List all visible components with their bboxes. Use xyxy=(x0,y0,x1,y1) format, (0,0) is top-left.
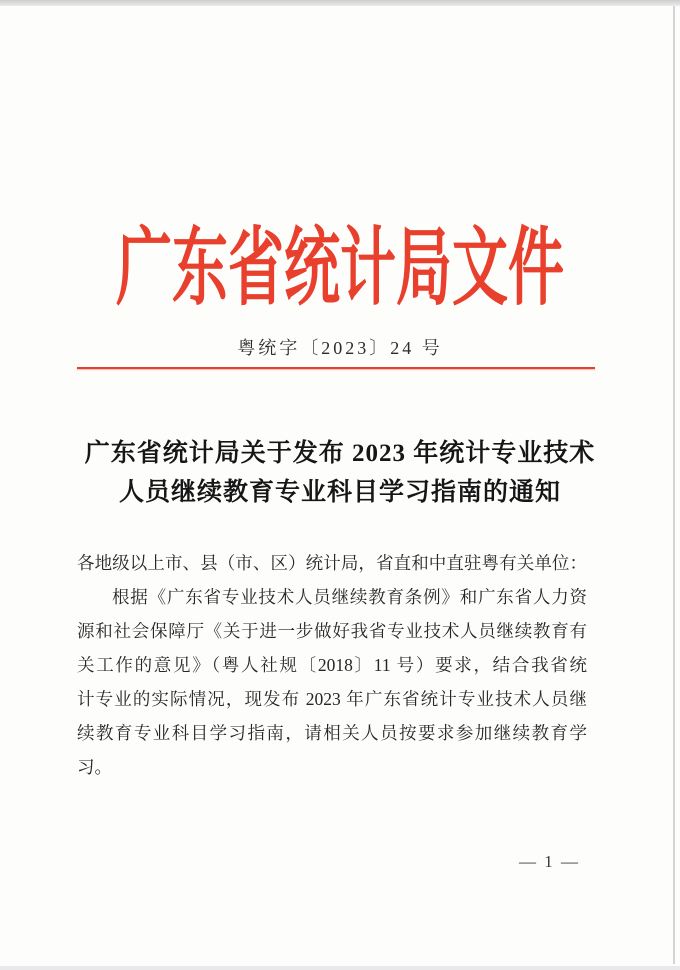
scan-edge-top xyxy=(0,0,680,6)
letterhead-title: 广东省统计局文件 xyxy=(116,222,564,317)
body-line: 根据《广东省专业技术人员继续教育条例》和广东省人力资 xyxy=(112,587,587,607)
red-divider-rule xyxy=(77,367,595,369)
document-body xyxy=(77,546,587,784)
letterhead-banner xyxy=(0,203,680,321)
document-reference-number: 粤统字〔2023〕24 号 xyxy=(237,338,443,358)
scan-edge-right xyxy=(673,6,675,964)
page-number: — 1 — xyxy=(519,852,580,871)
document-title-line1: 广东省统计局关于发布 2023 年统计专业技术 xyxy=(84,440,596,467)
scan-edge-bottom xyxy=(0,966,680,970)
body-line: 续教育专业科目学习指南，请相关人员按要求参加继续教育学 xyxy=(77,723,587,743)
body-line: 源和社会保障厅《关于进一步做好我省专业技术人员继续教育有 xyxy=(77,621,587,641)
body-line-salutation: 各地级以上市、县（市、区）统计局，省直和中直驻粤有关单位： xyxy=(77,553,587,573)
body-line: 习。 xyxy=(77,757,112,777)
body-line: 计专业的实际情况，现发布 2023 年广东省统计专业技术人员继 xyxy=(77,689,587,709)
document-title-line2: 人员继续教育专业科目学习指南的通知 xyxy=(118,479,561,506)
body-line: 关工作的意见》（粤人社规〔2018〕11 号）要求，结合我省统 xyxy=(77,655,587,675)
document-title xyxy=(40,434,640,512)
